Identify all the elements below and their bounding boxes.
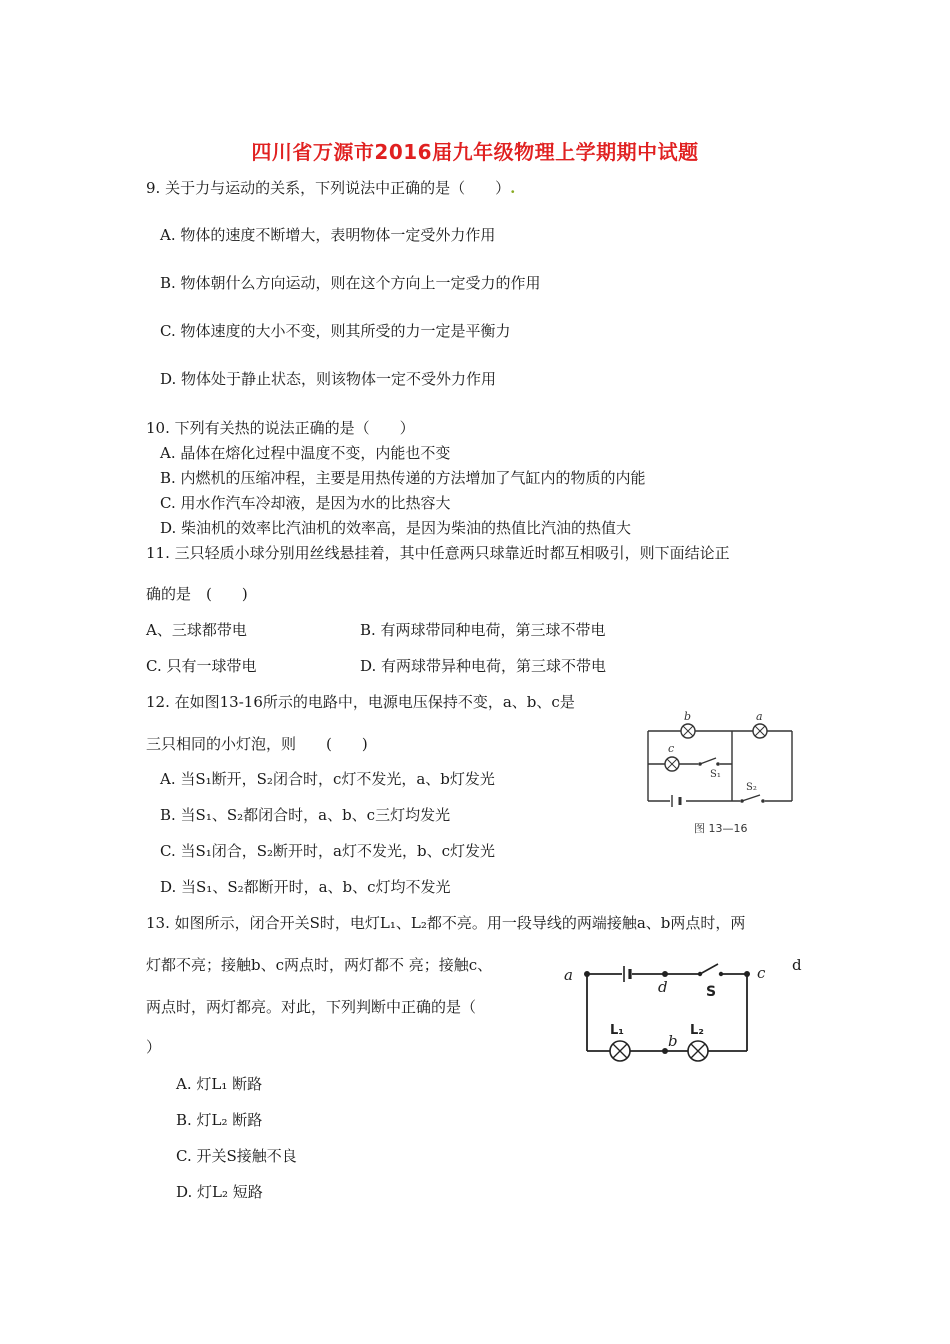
q11-option-b: B. 有两球带同种电荷，第三球不带电 — [360, 621, 606, 639]
q10-option-c: C. 用水作汽车冷却液，是因为水的比热容大 — [160, 494, 451, 512]
label-s1: S₁ — [710, 769, 721, 780]
page-title: 四川省万源市2016届九年级物理上学期期中试题 — [251, 140, 699, 164]
q10-option-a: A. 晶体在熔化过程中温度不变，内能也不变 — [160, 444, 451, 462]
q13-option-c: C. 开关S接触不良 — [176, 1147, 297, 1165]
q9-option-d: D. 物体处于静止状态，则该物体一定不受外力作用 — [160, 370, 497, 388]
q11-option-c: C. 只有一球带电 — [146, 657, 257, 675]
q10-option-d: D. 柴油机的效率比汽油机的效率高，是因为柴油的热值比汽油的热值大 — [160, 519, 632, 537]
lamp-b-icon — [681, 724, 695, 738]
q12-option-d: D. 当S₁、S₂都断开时，a、b、c灯均不发光 — [160, 878, 451, 896]
q9-stem-mark: . — [510, 179, 516, 197]
q10-option-b: B. 内燃机的压缩冲程，主要是用热传递的方法增加了气缸内的物质的内能 — [160, 469, 646, 487]
battery-symbol — [672, 795, 680, 807]
q13-option-a: A. 灯L₁ 断路 — [176, 1075, 263, 1093]
q9-option-c: C. 物体速度的大小不变，则其所受的力一定是平衡力 — [160, 322, 511, 340]
label-s: S — [706, 984, 717, 1000]
q10-stem: 10. 下列有关热的说法正确的是（ ） — [146, 419, 415, 437]
q13-stem-line2: 灯都不亮；接触b、c两点时，两灯都不 亮；接触c、 — [146, 956, 493, 974]
q13-stem-line1: 13. 如图所示，闭合开关S时，电灯L₁、L₂都不亮。用一段导线的两端接触a、b两点时，两 — [146, 914, 746, 932]
label-l2: L₂ — [690, 1023, 704, 1038]
label-b: b — [668, 1032, 678, 1050]
q9-option-a: A. 物体的速度不断增大，表明物体一定受外力作用 — [160, 226, 496, 244]
label-a: a — [756, 710, 763, 723]
q9-stem-text: 9. 关于力与运动的关系，下列说法中正确的是（ ） — [146, 179, 511, 197]
q13-option-b: B. 灯L₂ 断路 — [176, 1111, 263, 1129]
q11-stem-line2: 确的是 ( ) — [146, 585, 248, 603]
lamp-c-icon — [665, 757, 679, 771]
switch-s1-icon — [698, 758, 720, 768]
q9-stem — [146, 178, 515, 198]
q13-battery-symbol — [624, 966, 630, 982]
node-c-dot — [744, 971, 750, 977]
label-b: b — [684, 710, 692, 723]
lamp-l1-icon — [610, 1041, 630, 1061]
q11-option-d: D. 有两球带异种电荷，第三球不带电 — [360, 657, 607, 675]
label-d: d — [658, 978, 668, 996]
q9-option-b: B. 物体朝什么方向运动，则在这个方向上一定受力的作用 — [160, 274, 541, 292]
q13-stem-line2-tail: d — [792, 956, 802, 974]
lamp-l2-icon — [688, 1041, 708, 1061]
q13-circuit-diagram — [560, 958, 790, 1058]
label-s2: S₂ — [746, 782, 757, 793]
q12-option-c: C. 当S₁闭合，S₂断开时，a灯不发光，b、c灯发光 — [160, 842, 496, 860]
figure-caption: 图 13—16 — [694, 822, 748, 835]
q12-stem-line1: 12. 在如图13-16所示的电路中，电源电压保持不变，a、b、c是 — [146, 693, 575, 711]
q12-circuit-diagram — [640, 706, 800, 836]
label-l1: L₁ — [610, 1023, 624, 1038]
q13-stem-line3: 两点时，两灯都亮。对此，下列判断中正确的是（ — [146, 998, 477, 1016]
lamp-a-icon — [753, 724, 767, 738]
q13-switch-icon — [698, 964, 723, 976]
node-a-dot — [584, 971, 590, 977]
label-a: a — [564, 966, 573, 984]
label-c: c — [668, 742, 675, 755]
q12-option-b: B. 当S₁、S₂都闭合时，a、b、c三灯均发光 — [160, 806, 451, 824]
switch-s2-icon — [740, 795, 765, 805]
q11-stem-line1: 11. 三只轻质小球分别用丝线悬挂着，其中任意两只球靠近时都互相吸引，则下面结论正 — [146, 544, 730, 562]
q13-stem-line4: ） — [146, 1038, 162, 1056]
label-c: c — [757, 964, 766, 982]
q12-stem-line2: 三只相同的小灯泡，则 ( ) — [146, 735, 368, 753]
q13-option-d: D. 灯L₂ 短路 — [176, 1183, 263, 1201]
q12-option-a: A. 当S₁断开，S₂闭合时，c灯不发光，a、b灯发光 — [160, 770, 495, 788]
q11-option-a: A、三球都带电 — [146, 621, 247, 639]
node-d-dot — [662, 971, 668, 977]
